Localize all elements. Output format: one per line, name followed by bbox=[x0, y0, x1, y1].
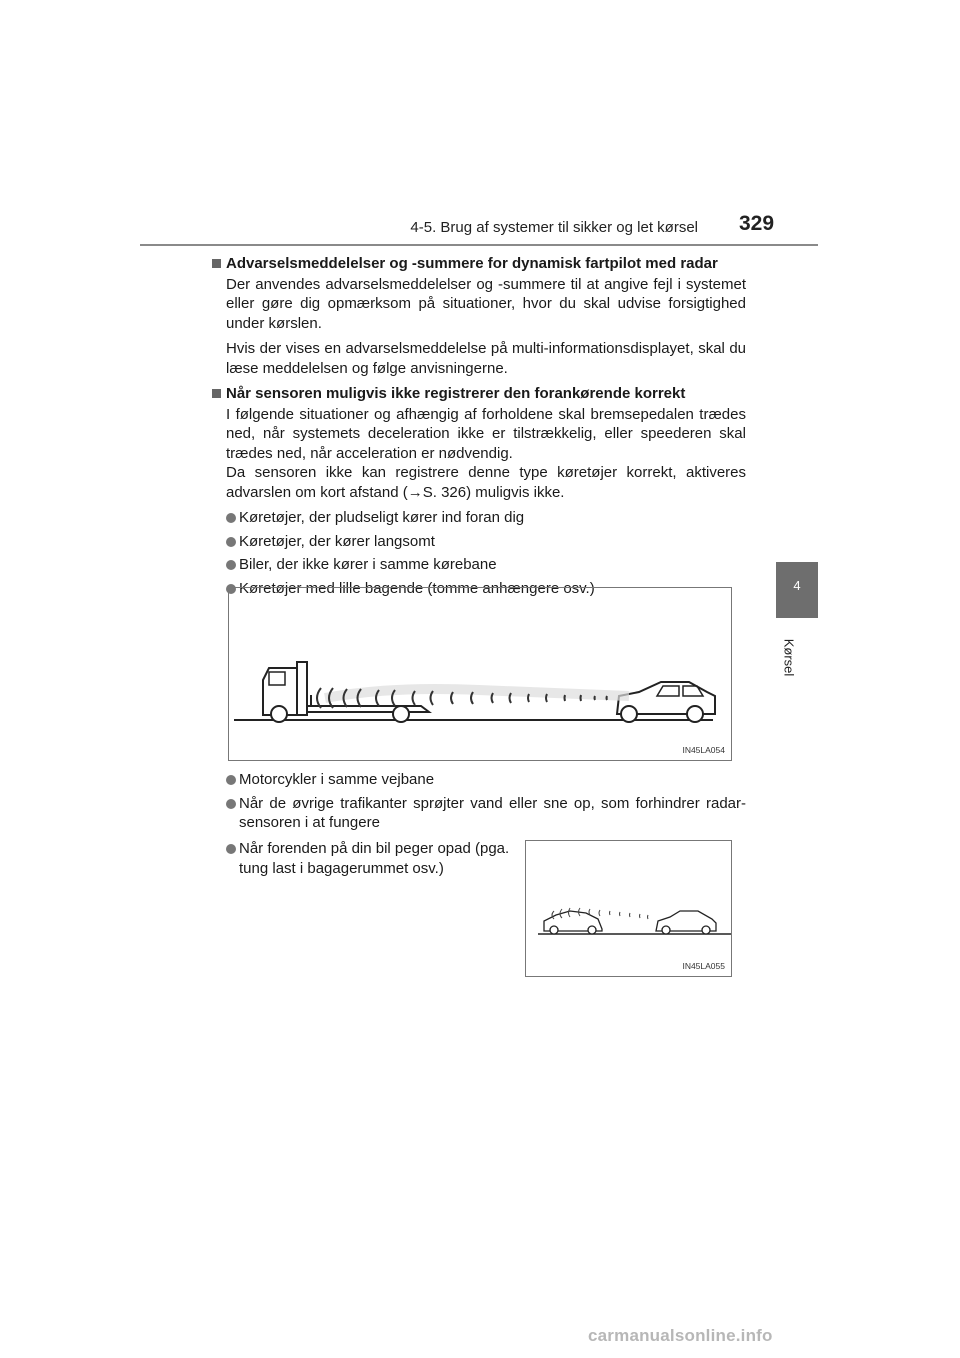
figure-code: IN45LA055 bbox=[682, 961, 725, 971]
section-title: 4-5. Brug af systemer til sikker og let kørsel bbox=[410, 219, 698, 236]
paragraph: Hvis der vises en advarselsmeddelelse på multi-informationsdisplayet, skal du læse meddelelsen og følge anvisningerne. bbox=[226, 340, 746, 377]
square-bullet-icon bbox=[212, 389, 221, 398]
list-item: Når forenden på din bil peger opad (pga. tung last i bagagerummet osv.) bbox=[226, 839, 522, 878]
paragraph: I følgende situationer og afhængig af forholdene skal bremsepedalen trædes ned, når systemets deceleration ikke er tilstrækkelig, eller speederen skal trædes ned, når acceleration er nødvendig. bbox=[226, 405, 746, 462]
list-item: Køretøjer med lille bagende (tomme anhængere osv.) bbox=[226, 579, 746, 599]
page-number: 329 bbox=[739, 212, 775, 235]
heading-text: Advarselsmeddelelser og -summere for dynamisk fartpilot med radar bbox=[226, 255, 718, 272]
bullet-dot-icon bbox=[226, 844, 236, 854]
car-radar-illustration bbox=[526, 841, 731, 976]
chapter-label-text: Kørsel bbox=[781, 638, 797, 677]
watermark-logo: carmanualsonline.info bbox=[588, 1326, 773, 1345]
truck-radar-illustration bbox=[229, 588, 731, 760]
main-content bbox=[212, 254, 746, 602]
section-heading bbox=[212, 384, 746, 404]
list-item: Biler, der ikke kører i samme kørebane bbox=[226, 555, 746, 575]
figure-truck-trailer bbox=[228, 587, 732, 761]
chapter-number: 4 bbox=[793, 578, 801, 593]
bullet-dot-icon bbox=[226, 513, 236, 523]
figure-car-nose-up bbox=[525, 840, 732, 977]
list-item: Motorcykler i samme vejbane bbox=[226, 770, 746, 790]
bullet-list-continued bbox=[226, 770, 746, 837]
header-divider bbox=[140, 244, 818, 246]
page-header bbox=[0, 0, 960, 260]
list-item: Køretøjer, der kører langsomt bbox=[226, 532, 746, 552]
paragraph: Der anvendes advarselsmeddelelser og -summere til at angive fejl i systemet eller gøre dig opmærksom på situationer, hvor du skal udvise forsigtighed under kørslen. bbox=[226, 275, 746, 332]
bullet-dot-icon bbox=[226, 799, 236, 809]
section-heading bbox=[212, 254, 746, 274]
bullet-dot-icon bbox=[226, 775, 236, 785]
bullet-with-figure bbox=[226, 839, 522, 882]
bullet-dot-icon bbox=[226, 537, 236, 547]
heading-text: Når sensoren muligvis ikke registrerer den forankørende korrekt bbox=[226, 385, 686, 402]
chapter-tab[interactable] bbox=[776, 562, 818, 618]
list-item: Når de øvrige trafikanter sprøjter vand eller sne op, som forhindrer radar-sensoren i at fungere bbox=[226, 794, 746, 833]
list-item: Køretøjer, der pludseligt kører ind foran dig bbox=[226, 508, 746, 528]
paragraph: Da sensoren ikke kan registrere denne type køretøjer korrekt, aktiveres advarslen om kort afstand (→S. 326) muligvis ikke. bbox=[226, 464, 746, 501]
square-bullet-icon bbox=[212, 259, 221, 268]
bullet-dot-icon bbox=[226, 560, 236, 570]
chapter-label bbox=[768, 630, 826, 690]
figure-code: IN45LA054 bbox=[682, 745, 725, 755]
